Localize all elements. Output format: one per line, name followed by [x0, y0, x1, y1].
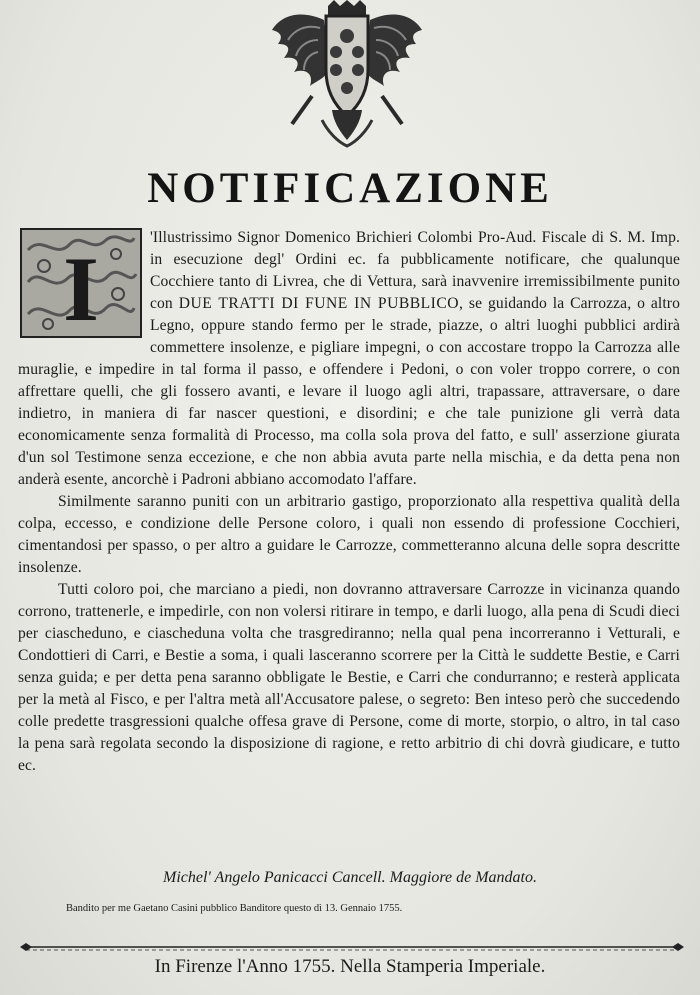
decorative-rule — [18, 937, 686, 957]
printer-imprint: In Firenze l'Anno 1755. Nella Stamperia Imperiale. — [154, 956, 546, 977]
paragraph-1-intro: 'Illustrissimo Signor Domenico Brichieri Colombi Pro-Aud. Fiscale di S. M. Imp. in esecuzione degl' Ordini ec. fa pubblicamente notificare, che qualunque Cocchiere tanto di Livrea, che di Vettura, sarà inavvenire irremissibilmente punito con — [150, 229, 680, 312]
paragraph-3: Tutti coloro poi, che marciano a piedi, non dovranno attraversare Carrozze in vicinanza quando corrono, trattenerle, e impedirle, con non volersi ritirare in tempo, e darli luogo, alla pena di Scudi dieci per ciascheduno, e ciascheduna volta che trasgrediranno; nella qual pena incorreranno i Vetturali, e Condottieri di Carri, e Bestie a soma, i quali lasceranno scorrere per la Città le suddette Bestie, e Carri senza guida; e per detta pena saranno obbligate le Bestie, e Carri che condurranno; e resterà applicata per la metà al Fisco, e per l'altra metà all'Accusatore palese, o segreto: Ben inteso però che succedendo colle predette trasgressioni qualche offesa grave di Persone, come di morte, storpio, o altro, in tal caso la pena sarà regolata secondo la disposizione di ragione, e retto arbitrio di chi dovrà giudicare, e tutto ec. — [18, 581, 680, 774]
paragraph-1 — [18, 227, 680, 491]
notice-title: NOTIFICAZIONE — [147, 165, 553, 212]
notice-body — [18, 227, 680, 777]
paragraph-2: Similmente saranno puniti con un arbitrario gastigo, proporzionato alla respettiva qualità della colpa, eccesso, e condizione delle Persone coloro, i quali non essendo di professione Cocchieri, cimentandosi per spasso, o per altro a guidare le Carrozze, commetteranno alcuna delle sopra descritte insolenze. — [18, 493, 680, 576]
initial-letter: I — [63, 238, 99, 336]
signature-line: Michel' Angelo Panicacci Cancell. Maggiore de Mandato. — [163, 869, 537, 886]
paragraph-1-rest: , se guidando la Carrozza, o altro Legno, oppure stando fermo per le strade, piazze, o altri luoghi pubblici ardirà commettere insolenze, e pigliare impegni, o con accostare troppo la Carrozza alle muraglie, e impedire in tal forma il passo, e offendere i Pedoni, o con voler troppo correre, o con affrettare quelli, che gli fossero avanti, e levare il luogo agli altri, trapassare, attraversare, o dare indietro, in maniera di far nascer questioni, e disordini; e che tale punizione gli verrà data economicamente senza formalità di Processo, ma colla sola prova del fatto, e sull' asserzione giurata d'un sol Testimone senza eccezione, e che non abbia avuta parte nella mischia, e da detta pena non anderà esente, ancorchè i Padroni abbiano accomodato l'affare. — [18, 295, 680, 488]
penalty-emphasis: DUE TRATTI DI FUNE IN PUBBLICO — [178, 295, 460, 312]
medici-eagle-crest-icon — [262, 0, 432, 150]
proclamation-note: Bandito per me Gaetano Casini pubblico Banditore questo dì 13. Gennaio 1755. — [66, 903, 403, 914]
